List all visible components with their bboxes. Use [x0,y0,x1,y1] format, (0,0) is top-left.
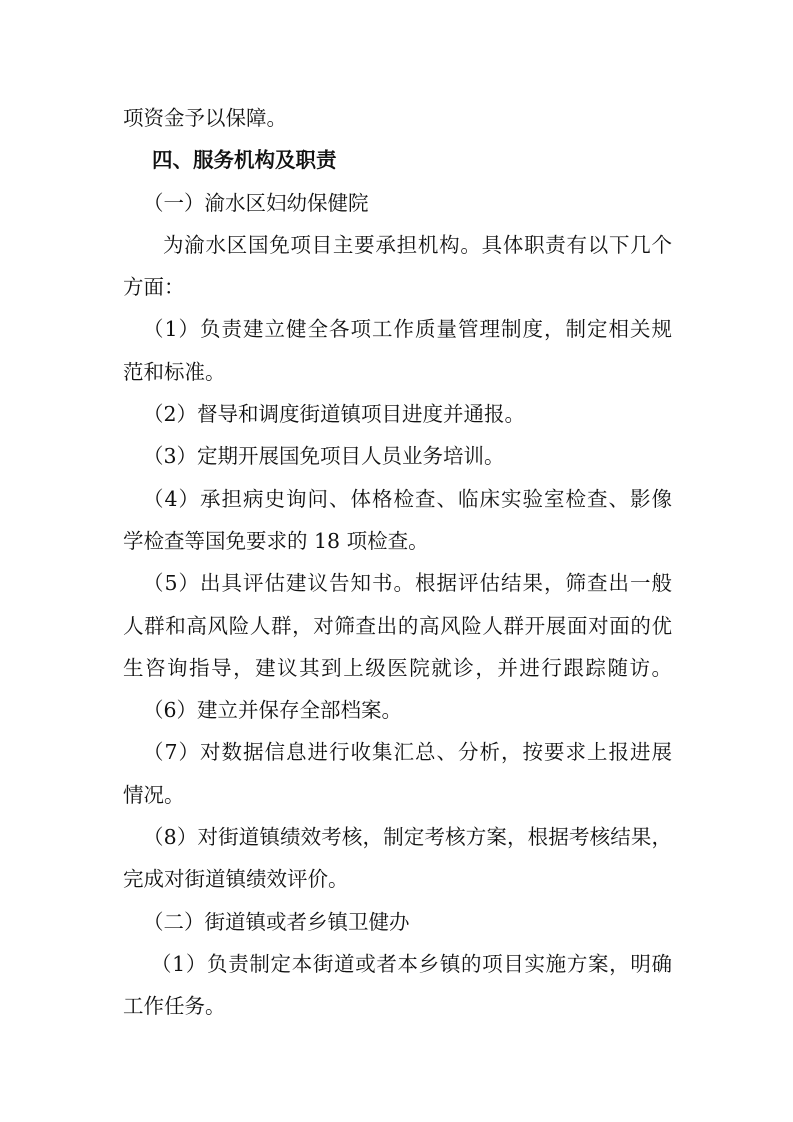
list-item-line: （5）出具评估建议告知书。根据评估结果，筛查出一般 [143,571,672,596]
list-item-line: （3）定期开展国免项目人员业务培训。 [143,444,505,469]
list-item-line: 生咨询指导，建议其到上级医院就诊，并进行跟踪随访。 [123,655,672,680]
list-item-line: （1）负责建立健全各项工作质量管理制度，制定相关规 [143,317,672,342]
list-item [123,562,672,689]
paragraph-line: 方面： [123,275,185,300]
list-item [123,308,672,393]
subsection-1 [123,182,672,901]
section-heading: 四、服务机构及职责 [152,148,337,173]
list-item [123,689,672,731]
list-item-line: （7）对数据信息进行收集汇总、分析，按要求上报进展 [143,740,672,765]
continuation-line: 项资金予以保障。 [123,106,287,130]
list-item-line: 学检查等国免要求的 18 项检查。 [123,528,429,553]
list-item-line: （4）承担病史询问、体格检查、临床实验室检查、影像 [143,486,672,511]
list-item-line: 情况。 [123,782,185,807]
list-item-line: 范和标准。 [123,359,226,384]
list-item [123,393,672,435]
list-item-line: （8）对街道镇绩效考核，制定考核方案，根据考核结果， [143,825,672,850]
list-item [123,816,672,901]
list-item-line: 工作任务。 [123,994,226,1019]
subsection-heading: （一）渝水区妇幼保健院 [143,190,369,215]
paragraph-line: 为渝水区国免项目主要承担机构。具体职责有以下几个 [163,232,672,257]
list-item-line: 人群和高风险人群，对筛查出的高风险人群开展面对面的优 [123,613,672,638]
subsection-heading: （二）街道镇或者乡镇卫健办 [143,909,410,934]
list-item [123,943,672,1028]
list-item-line: 完成对街道镇绩效评价。 [123,867,349,892]
list-item-line: （2）督导和调度街道镇项目进度并通报。 [143,402,526,427]
document-body [123,97,672,1028]
list-item-line: （6）建立并保存全部档案。 [143,698,403,723]
list-item [123,478,672,563]
list-item-line: （1）负责制定本街道或者本乡镇的项目实施方案，明确 [151,951,672,976]
list-item [123,435,672,477]
intro-paragraph [123,224,672,309]
list-item [123,731,672,816]
subsection-2 [123,901,672,1028]
